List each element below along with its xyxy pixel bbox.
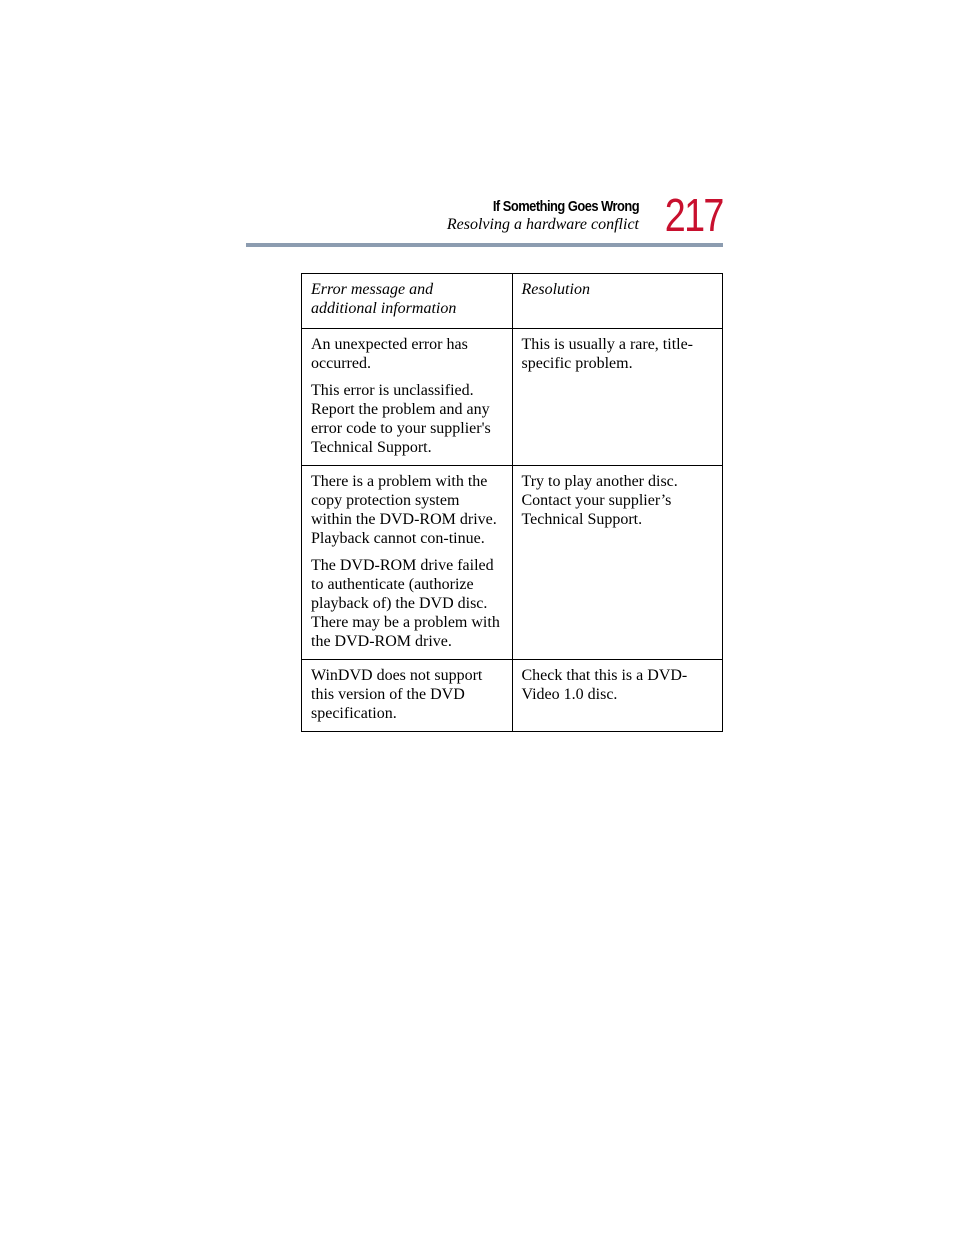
column-header-message: Error message and additional information: [302, 274, 513, 329]
section-title: Resolving a hardware conflict: [446, 216, 639, 233]
resolution-cell: [512, 329, 723, 466]
message-paragraph: There is a problem with the copy protection system within the DVD-ROM drive. Playback cannot con-tinue.: [311, 473, 497, 547]
table-row: [302, 660, 723, 732]
page-number: 217: [664, 189, 723, 241]
message-paragraph: The DVD-ROM drive failed to authenticate (authorize playback of) the DVD disc. There may be a problem with the DVD-ROM drive.: [311, 557, 500, 650]
resolution-cell: [512, 466, 723, 660]
column-header-resolution: Resolution: [512, 274, 723, 329]
page-header: [246, 190, 723, 246]
running-head: [447, 198, 639, 234]
resolution-paragraph: Check that this is a DVD-Video 1.0 disc.: [521, 667, 688, 703]
resolution-paragraph: This is usually a rare, title-specific problem.: [521, 336, 694, 372]
message-paragraph: This error is unclassified. Report the problem and any error code to your supplier's Technical Support.: [311, 382, 491, 456]
message-cell: [302, 466, 513, 660]
table-row: [302, 329, 723, 466]
header-rule: [246, 243, 723, 247]
message-paragraph: WinDVD does not support this version of the DVD specification.: [311, 667, 483, 722]
table-row: [302, 466, 723, 660]
message-paragraph: An unexpected error has occurred.: [311, 336, 468, 372]
resolution-paragraph: Try to play another disc. Contact your supplier’s Technical Support.: [521, 473, 678, 528]
resolution-cell: [512, 660, 723, 732]
error-resolution-table: [301, 273, 723, 732]
chapter-title: If Something Goes Wrong: [492, 198, 639, 215]
message-cell: [302, 329, 513, 466]
message-cell: [302, 660, 513, 732]
table-header-row: [302, 274, 723, 329]
